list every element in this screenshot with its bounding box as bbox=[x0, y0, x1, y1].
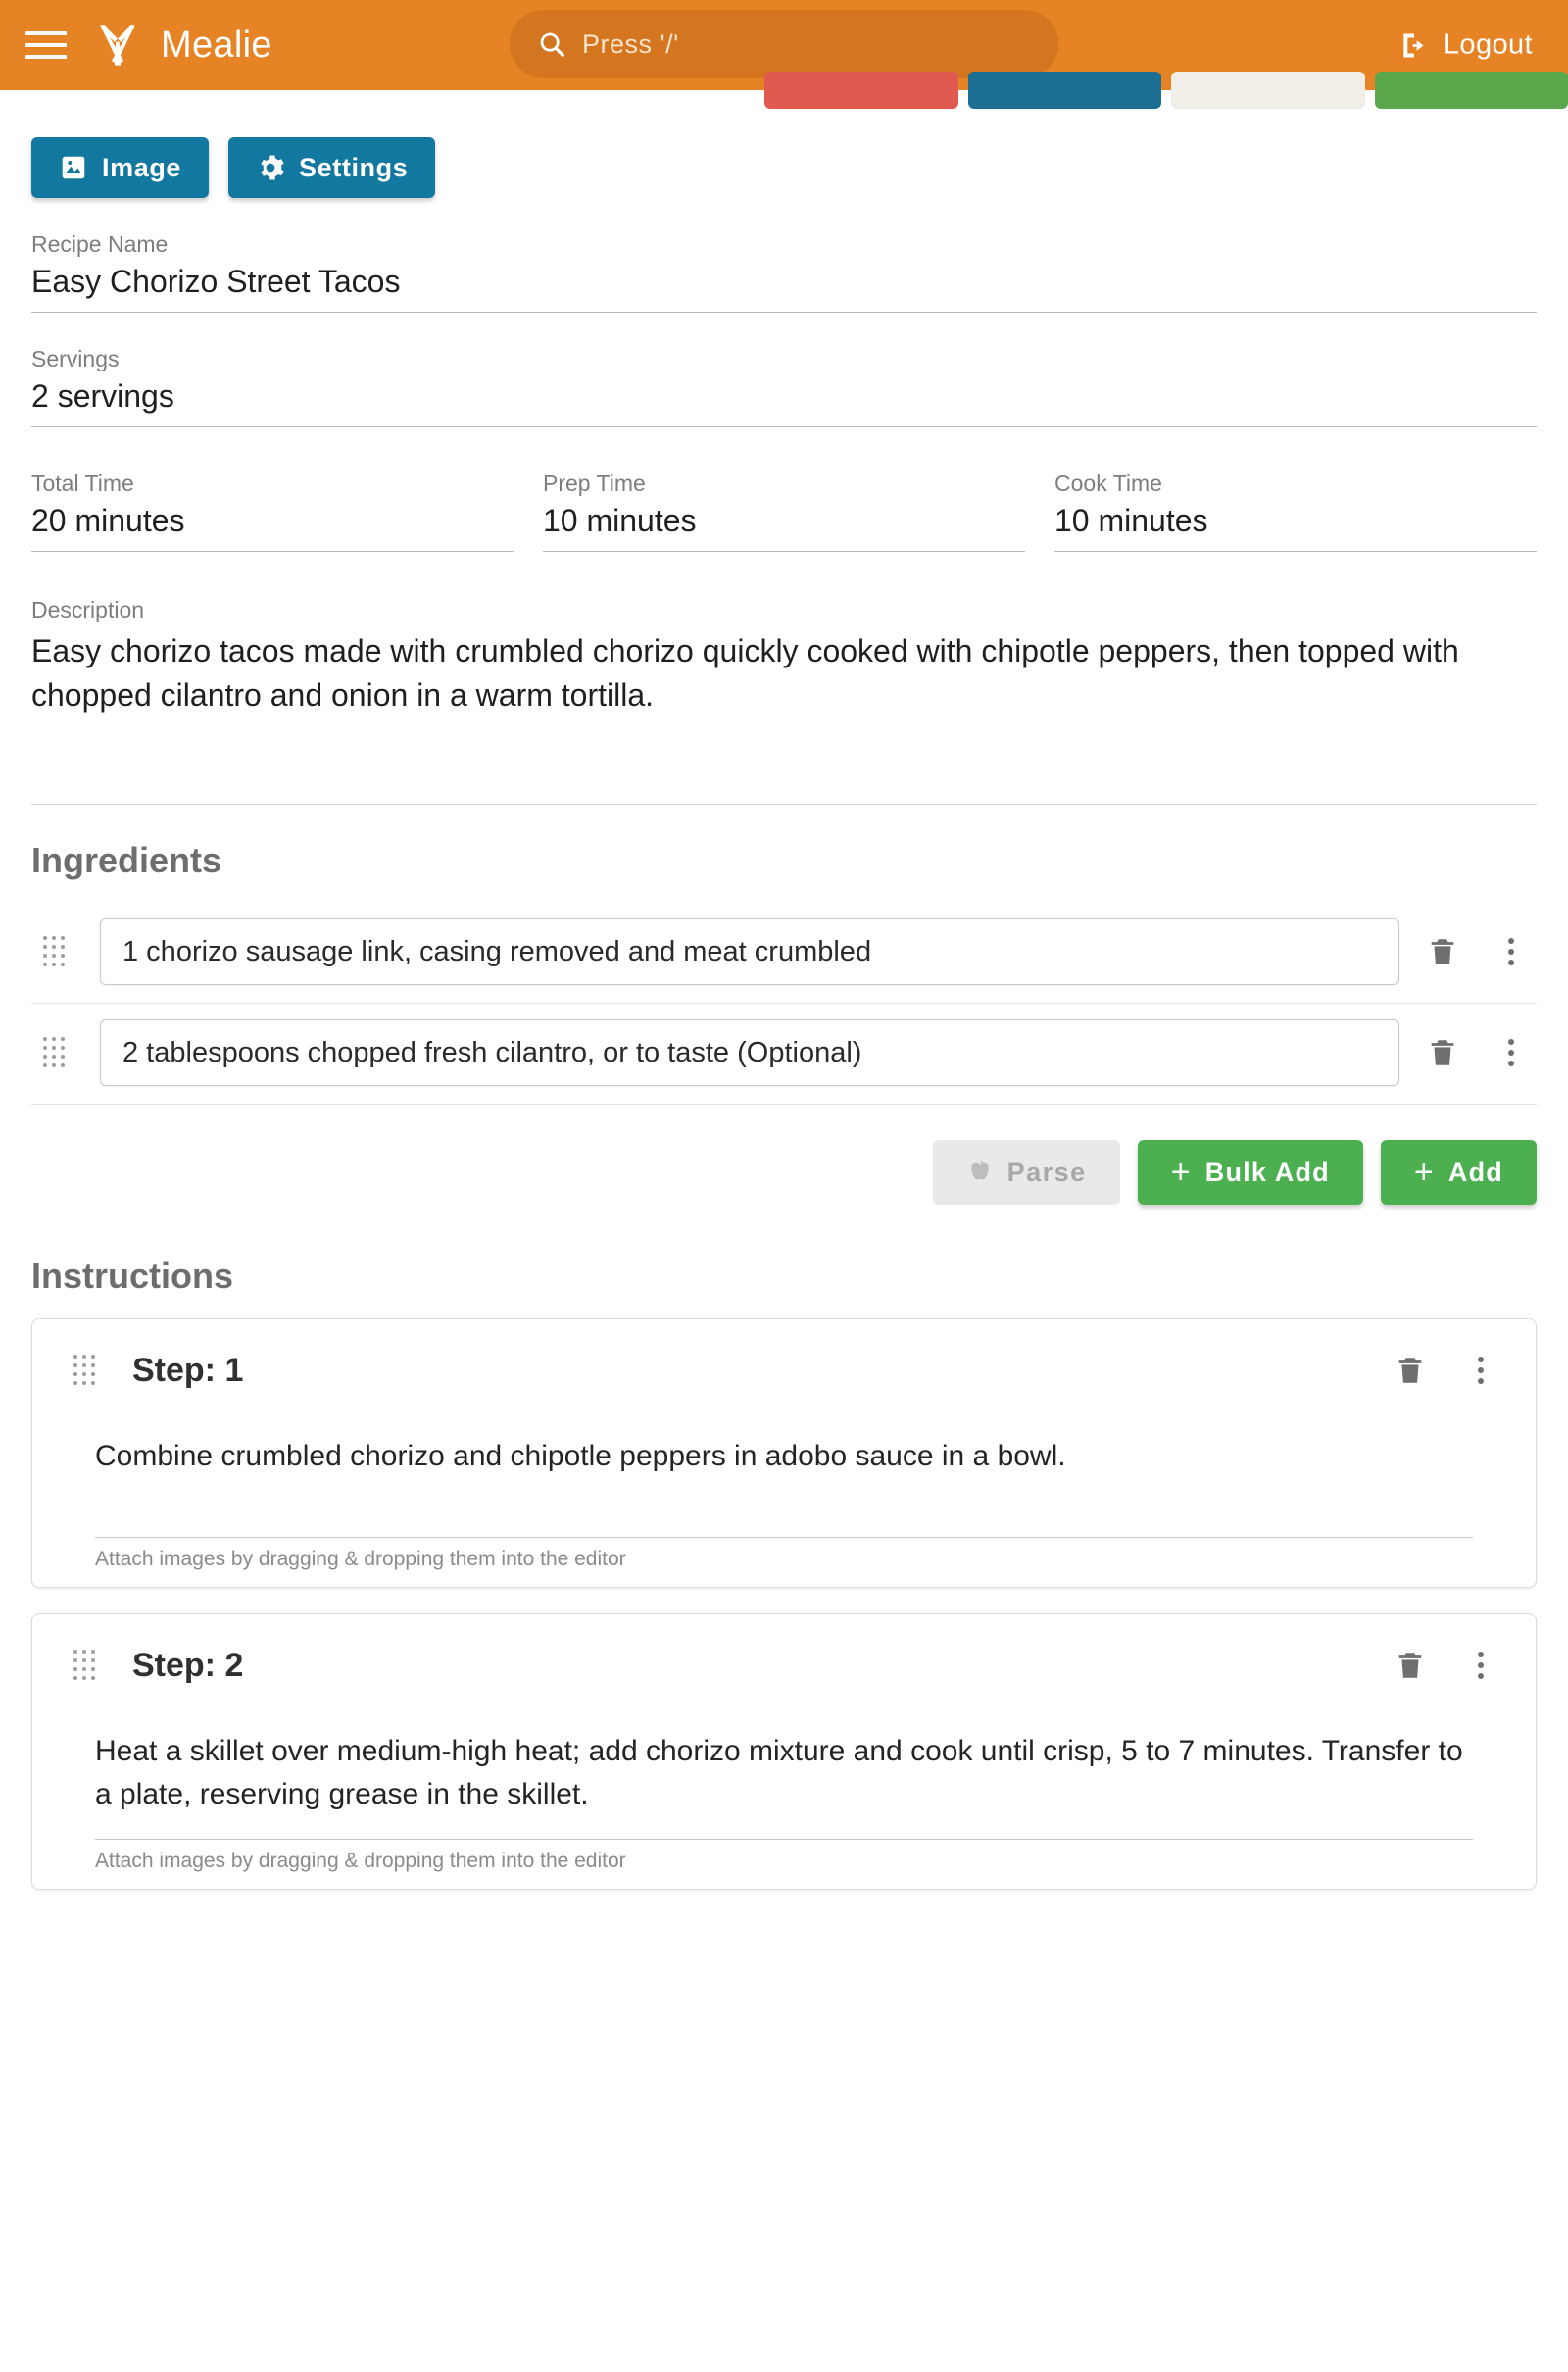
cook-time-field[interactable] bbox=[1054, 470, 1537, 552]
ingredient-input[interactable]: 2 tablespoons chopped fresh cilantro, or to taste (Optional) bbox=[100, 1019, 1399, 1086]
app-title: Mealie bbox=[161, 24, 272, 66]
description-field[interactable] bbox=[31, 597, 1537, 805]
delete-ingredient-button[interactable] bbox=[1417, 1027, 1468, 1078]
total-time-field[interactable] bbox=[31, 470, 514, 552]
step-menu-button[interactable] bbox=[1455, 1640, 1506, 1691]
trash-icon bbox=[1426, 935, 1459, 968]
step-header bbox=[62, 1345, 1506, 1396]
ingredient-row bbox=[31, 903, 1537, 1004]
description-divider bbox=[31, 804, 1537, 805]
step-text[interactable]: Combine crumbled chorizo and chipotle peppers in adobo sauce in a bowl. bbox=[95, 1440, 1066, 1472]
ingredient-row bbox=[31, 1004, 1537, 1105]
recipe-name-label: Recipe Name bbox=[31, 231, 169, 257]
ingredient-input[interactable]: 1 chorizo sausage link, casing removed and meat crumbled bbox=[100, 918, 1399, 985]
trash-icon bbox=[1426, 1036, 1459, 1069]
step-title: Step: 1 bbox=[132, 1351, 244, 1389]
step-header bbox=[62, 1640, 1506, 1691]
description-value[interactable]: Easy chorizo tacos made with crumbled chorizo quickly cooked with chipotle peppers, then topped with chopped cilantro and onion in a warm tortilla. bbox=[31, 633, 1459, 714]
recipe-name-value[interactable]: Easy Chorizo Street Tacos bbox=[31, 264, 1537, 313]
prep-time-field[interactable] bbox=[543, 470, 1025, 552]
image-icon bbox=[59, 153, 88, 182]
drag-handle-icon[interactable] bbox=[74, 1355, 101, 1387]
total-time-value[interactable]: 20 minutes bbox=[31, 503, 514, 552]
recipe-name-field[interactable] bbox=[31, 231, 1537, 313]
trash-icon bbox=[1394, 1649, 1427, 1682]
fork-knife-logo[interactable] bbox=[92, 20, 143, 71]
step-title: Step: 2 bbox=[132, 1646, 244, 1684]
gear-icon bbox=[256, 153, 285, 182]
settings-button-label: Settings bbox=[299, 152, 409, 182]
search-icon bbox=[537, 29, 566, 59]
ingredients-heading: Ingredients bbox=[31, 840, 222, 880]
cook-time-value[interactable]: 10 minutes bbox=[1054, 503, 1537, 552]
description-label: Description bbox=[31, 597, 145, 622]
image-button-label: Image bbox=[102, 152, 182, 182]
drag-handle-icon[interactable] bbox=[43, 1037, 71, 1069]
cook-time-label: Cook Time bbox=[1054, 470, 1162, 496]
search-input[interactable] bbox=[510, 10, 1058, 78]
servings-value[interactable]: 2 servings bbox=[31, 378, 1537, 427]
recipe-editor-page bbox=[0, 90, 1568, 1890]
ingredient-actions bbox=[31, 1140, 1537, 1205]
prep-time-value[interactable]: 10 minutes bbox=[543, 503, 1025, 552]
step-menu-button[interactable] bbox=[1455, 1345, 1506, 1396]
parse-button-label: Parse bbox=[1006, 1157, 1087, 1187]
apple-icon bbox=[966, 1159, 994, 1186]
bulk-add-label: Bulk Add bbox=[1204, 1157, 1330, 1187]
add-ingredient-button[interactable] bbox=[1381, 1140, 1537, 1205]
delete-step-button[interactable] bbox=[1385, 1640, 1436, 1691]
parse-button[interactable] bbox=[933, 1140, 1120, 1205]
add-label: Add bbox=[1447, 1157, 1503, 1187]
ingredient-menu-button[interactable] bbox=[1486, 1027, 1537, 1078]
plus-icon: + bbox=[1413, 1154, 1435, 1191]
trash-icon bbox=[1394, 1354, 1427, 1387]
image-button[interactable] bbox=[31, 137, 209, 198]
hamburger-icon[interactable] bbox=[25, 23, 71, 68]
instruction-step-card bbox=[31, 1318, 1537, 1588]
hamburger-bar bbox=[25, 43, 67, 47]
drag-handle-icon[interactable] bbox=[43, 936, 71, 968]
hamburger-bar bbox=[25, 55, 67, 59]
plus-icon: + bbox=[1170, 1154, 1192, 1191]
logout-label: Logout bbox=[1443, 28, 1533, 61]
ingredient-menu-button[interactable] bbox=[1486, 926, 1537, 977]
logout-button[interactable] bbox=[1398, 29, 1533, 62]
settings-button[interactable] bbox=[228, 137, 435, 198]
servings-label: Servings bbox=[31, 346, 120, 371]
editor-toolbar bbox=[31, 90, 1537, 198]
total-time-label: Total Time bbox=[31, 470, 134, 496]
bulk-add-button[interactable] bbox=[1138, 1140, 1363, 1205]
step-attach-hint: Attach images by dragging & dropping them into the editor bbox=[95, 1537, 1473, 1571]
delete-ingredient-button[interactable] bbox=[1417, 926, 1468, 977]
step-attach-hint: Attach images by dragging & dropping them into the editor bbox=[95, 1839, 1473, 1873]
drag-handle-icon[interactable] bbox=[74, 1650, 101, 1682]
hamburger-bar bbox=[25, 31, 67, 35]
step-text[interactable]: Heat a skillet over medium-high heat; add chorizo mixture and cook until crisp, 5 to 7 minutes. Transfer to a plate, reserving grease in the skillet. bbox=[95, 1735, 1463, 1810]
search-placeholder: Press '/' bbox=[582, 28, 679, 59]
times-row bbox=[31, 470, 1537, 552]
instruction-step-card bbox=[31, 1613, 1537, 1890]
logout-icon bbox=[1398, 29, 1430, 61]
delete-step-button[interactable] bbox=[1385, 1345, 1436, 1396]
servings-field[interactable] bbox=[31, 346, 1537, 427]
prep-time-label: Prep Time bbox=[543, 470, 646, 496]
instructions-heading: Instructions bbox=[31, 1256, 234, 1296]
